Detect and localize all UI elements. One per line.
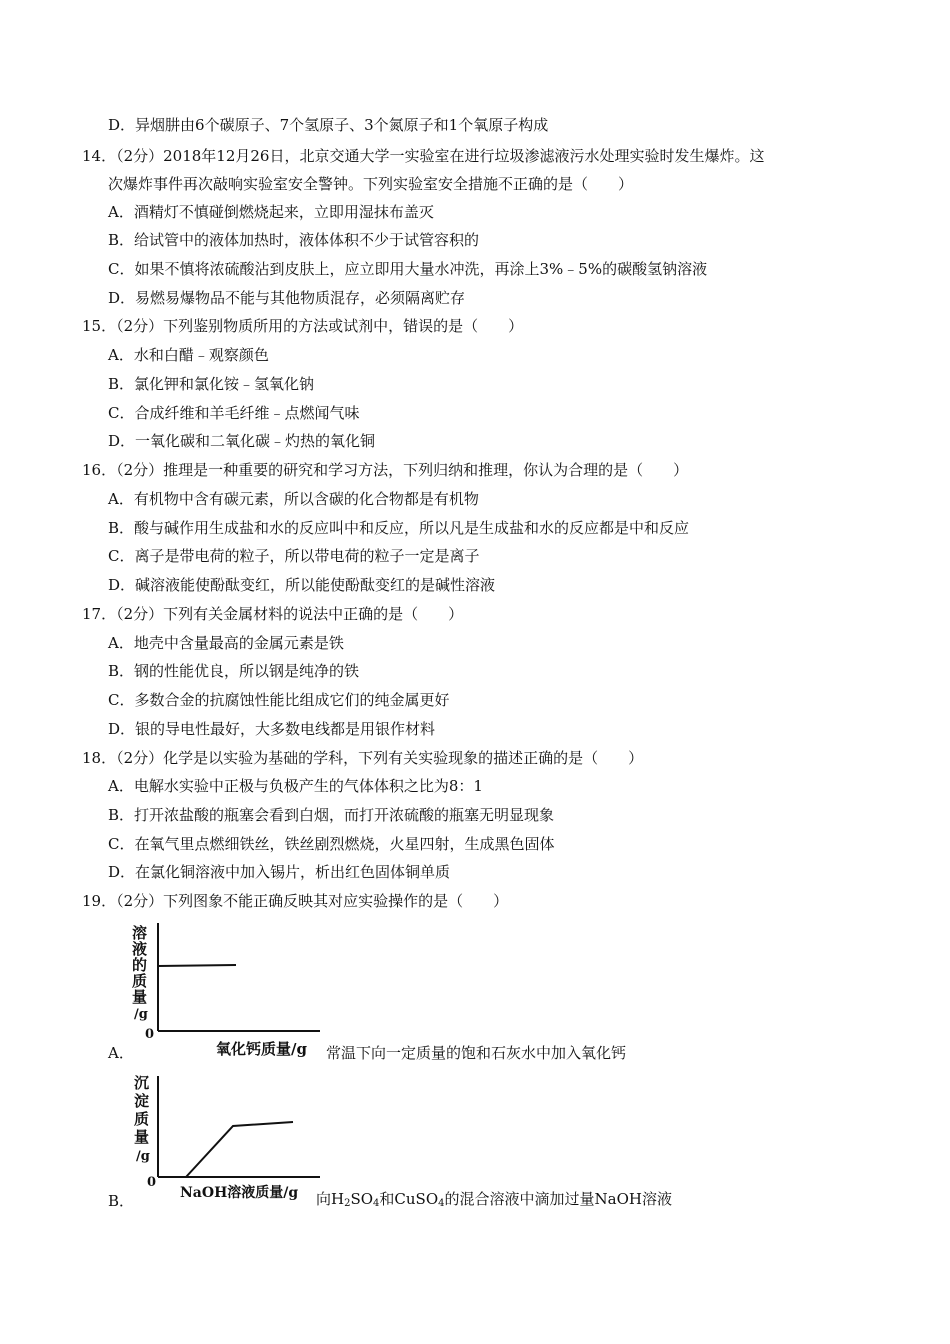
graph-b-ylabel-0: 沉 <box>134 1074 150 1092</box>
graph-a-xlabel: 氧化钙质量/g <box>216 1040 307 1058</box>
q16-option-c: C．离子是带电荷的粒子，所以带电荷的粒子一定是离子 <box>108 547 480 565</box>
graph-b-caption-pre: 向H <box>316 1190 345 1208</box>
graph-a-ylabel-0: 溶 <box>132 924 148 942</box>
q15-option-a: A．水和白醋﹣观察颜色 <box>108 346 269 364</box>
graph-a-ylabel-5: /g <box>134 1007 148 1022</box>
graph-a-origin: 0 <box>145 1027 155 1042</box>
q18-option-b: B．打开浓盐酸的瓶塞会看到白烟，而打开浓硫酸的瓶塞无明显现象 <box>108 806 555 824</box>
q14-stem-line2: 次爆炸事件再次敲响实验室安全警钟。下列实验室安全措施不正确的是（ ） <box>108 175 634 193</box>
q14-option-a: A．酒精灯不慎碰倒燃烧起来，立即用湿抹布盖灭 <box>108 203 434 221</box>
q18-stem: 18．（2分）化学是以实验为基础的学科，下列有关实验现象的描述正确的是（ ） <box>82 749 644 767</box>
q15-option-b: B．氯化钾和氯化铵﹣氢氧化钠 <box>108 375 315 393</box>
graph-a-ylabel-4: 量 <box>132 988 148 1006</box>
graph-a-ylabel <box>132 924 148 1022</box>
q18-option-a: A．电解水实验中正极与负极产生的气体体积之比为8：1 <box>108 777 483 795</box>
graph-a-curve <box>158 965 236 966</box>
q15-option-c: C．合成纤维和羊毛纤维﹣点燃闻气味 <box>108 404 360 422</box>
q17-option-c: C．多数合金的抗腐蚀性能比组成它们的纯金属更好 <box>108 691 450 709</box>
q16-option-d: D．碱溶液能使酚酞变红，所以能使酚酞变红的是碱性溶液 <box>108 576 496 594</box>
graph-b-caption-mid2: 和CuSO <box>379 1190 439 1208</box>
graph-a <box>128 918 328 1063</box>
graph-b-ylabel-2: 质 <box>134 1110 150 1128</box>
graph-b-caption <box>316 1189 672 1209</box>
q16-option-a: A．有机物中含有碳元素，所以含碳的化合物都是有机物 <box>108 490 479 508</box>
q17-stem: 17．（2分）下列有关金属材料的说法中正确的是（ ） <box>82 605 464 623</box>
q14-stem-line1: 14．（2分）2018年12月26日，北京交通大学一实验室在进行垃圾渗滤液污水处理实验时发生爆炸。这 <box>82 147 765 165</box>
graph-b-ylabel-4: /g <box>136 1149 150 1164</box>
graph-a-svg <box>128 918 328 1063</box>
q16-stem: 16．（2分）推理是一种重要的研究和学习方法，下列归纳和推理，你认为合理的是（ ） <box>82 461 689 479</box>
q14-option-b: B．给试管中的液体加热时，液体体积不少于试管容积的 <box>108 231 480 249</box>
q15-option-d: D．一氧化碳和二氧化碳﹣灼热的氧化铜 <box>108 432 376 450</box>
graph-b-caption-post: 的混合溶液中滴加过量NaOH溶液 <box>444 1190 672 1208</box>
graph-a-label: A． <box>108 1044 134 1062</box>
graph-b-caption-sub2: 4 <box>373 1198 380 1209</box>
graph-b-caption-sub3: 4 <box>438 1198 445 1209</box>
q17-option-d: D．银的导电性最好，大多数电线都是用银作材料 <box>108 720 436 738</box>
q18-option-c: C．在氧气里点燃细铁丝，铁丝剧烈燃烧，火星四射，生成黑色固体 <box>108 835 555 853</box>
graph-b <box>128 1066 328 1206</box>
graph-b-ylabel <box>134 1074 150 1164</box>
q19-stem: 19．（2分）下列图象不能正确反映其对应实验操作的是（ ） <box>82 892 509 910</box>
graph-b-ylabel-3: 量 <box>134 1128 150 1146</box>
q16-option-b: B．酸与碱作用生成盐和水的反应叫中和反应，所以凡是生成盐和水的反应都是中和反应 <box>108 519 690 537</box>
q13-option-d: D．异烟肼由6个碳原子、7个氢原子、3个氮原子和1个氧原子构成 <box>108 116 549 134</box>
graph-b-caption-mid1: SO <box>350 1190 374 1208</box>
graph-b-svg <box>128 1066 328 1206</box>
graph-a-caption: 常温下向一定质量的饱和石灰水中加入氧化钙 <box>326 1044 627 1062</box>
graph-a-ylabel-3: 质 <box>132 972 148 990</box>
graph-a-ylabel-2: 的 <box>132 956 148 974</box>
graph-a-ylabel-1: 液 <box>132 940 148 958</box>
q17-option-b: B．钢的性能优良，所以钢是纯净的铁 <box>108 662 360 680</box>
graph-b-label: B． <box>108 1192 135 1210</box>
graph-b-curve <box>186 1122 293 1177</box>
q17-option-a: A．地壳中含量最高的金属元素是铁 <box>108 634 344 652</box>
graph-b-origin: 0 <box>147 1175 157 1190</box>
q14-option-c: C．如果不慎将浓硫酸沾到皮肤上，应立即用大量水冲洗，再涂上3%﹣5%的碳酸氢钠溶液 <box>108 260 708 278</box>
q15-stem: 15．（2分）下列鉴别物质所用的方法或试剂中，错误的是（ ） <box>82 317 524 335</box>
q14-option-d: D．易燃易爆物品不能与其他物质混存，必须隔离贮存 <box>108 289 466 307</box>
graph-b-ylabel-1: 淀 <box>134 1092 150 1110</box>
graph-b-xlabel: NaOH溶液质量/g <box>180 1185 299 1201</box>
graph-b-caption-sub1: 2 <box>344 1198 351 1209</box>
q18-option-d: D．在氯化铜溶液中加入锡片，析出红色固体铜单质 <box>108 863 451 881</box>
